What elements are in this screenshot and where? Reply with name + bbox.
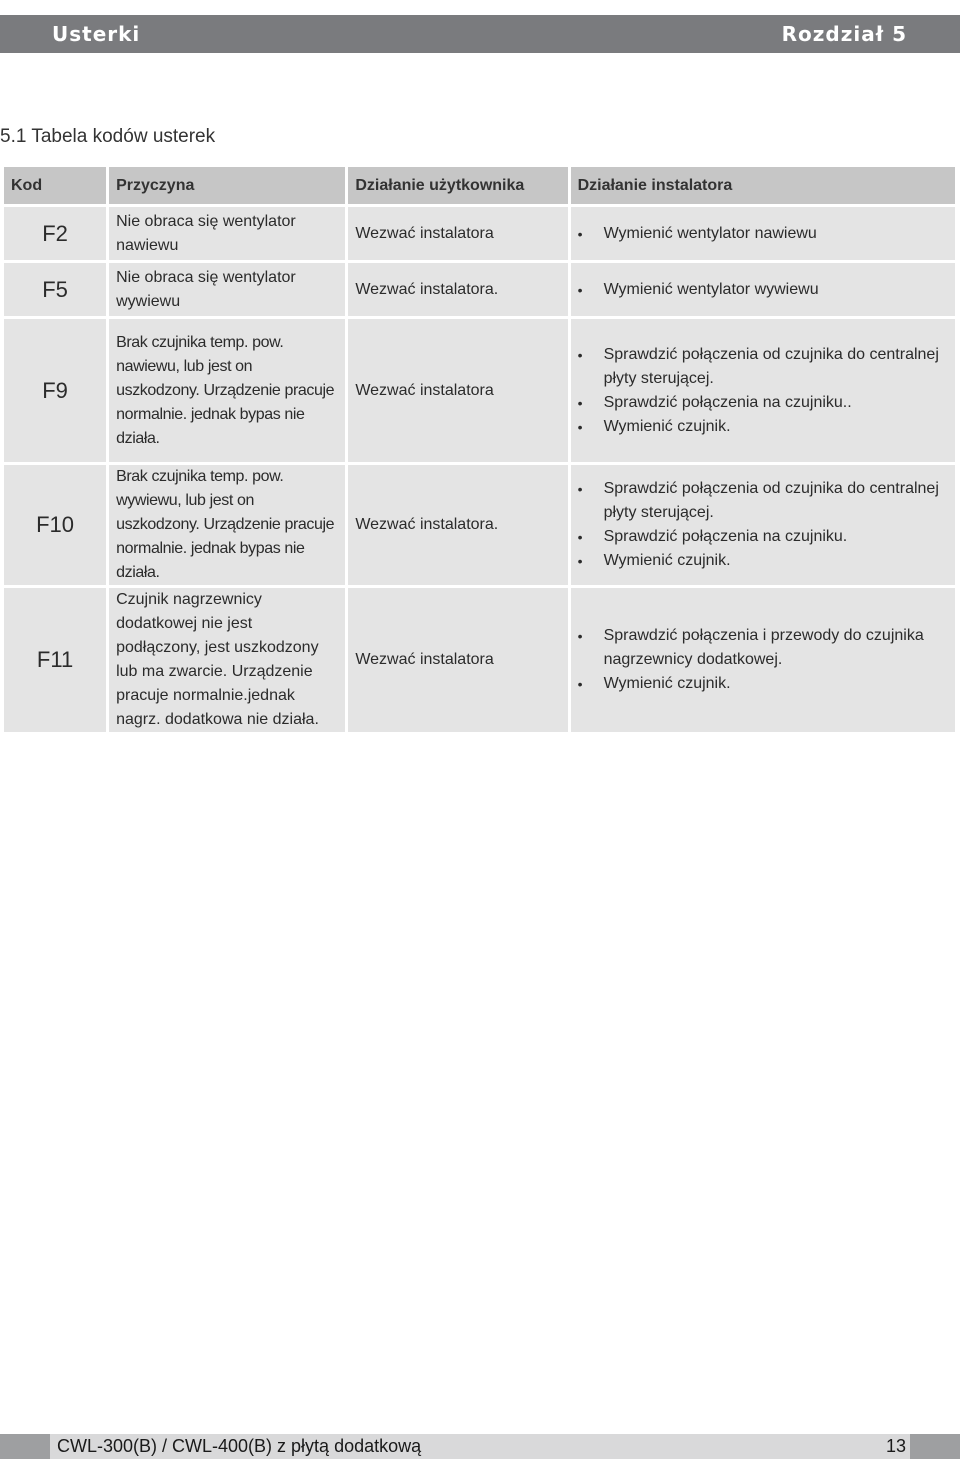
installer-action-item: • Wymienić czujnik. bbox=[578, 549, 948, 573]
table-header-row bbox=[4, 167, 955, 204]
fault-cause: Brak czujnika temp. pow. wywiewu, lub jest on uszkodzony. Urządzenie pracuje normalnie. jednak bypas nie działa. bbox=[109, 465, 345, 585]
fault-code-table bbox=[1, 164, 958, 735]
fault-cause: Brak czujnika temp. pow. nawiewu, lub jest on uszkodzony. Urządzenie pracuje normalnie. jednak bypas nie działa. bbox=[109, 319, 345, 462]
user-action: Wezwać instalatora bbox=[348, 319, 567, 462]
fault-cause: Nie obraca się wentylator wywiewu bbox=[109, 263, 345, 316]
fault-cause: Czujnik nagrzewnicy dodatkowej nie jest podłączony, jest uszkodzony lub ma zwarcie. Urządzenie pracuje normalnie.jednak nagrz. dodatkowa nie działa. bbox=[109, 588, 345, 732]
installer-actions bbox=[571, 465, 955, 585]
installer-action-item: • Wymienić czujnik. bbox=[578, 415, 948, 439]
fault-code: F10 bbox=[4, 465, 106, 585]
header-title: Usterki bbox=[52, 22, 141, 46]
column-header-installer-action: Działanie instalatora bbox=[571, 167, 955, 204]
installer-action-item: • Sprawdzić połączenia na czujniku. bbox=[578, 525, 948, 549]
fault-code: F9 bbox=[4, 319, 106, 462]
user-action: Wezwać instalatora. bbox=[348, 263, 567, 316]
table-row bbox=[4, 465, 955, 585]
installer-action-item: • Sprawdzić połączenia i przewody do czujnika nagrzewnicy dodatkowej. bbox=[578, 624, 948, 672]
installer-action-item: • Sprawdzić połączenia na czujniku.. bbox=[578, 391, 948, 415]
user-action: Wezwać instalatora bbox=[348, 207, 567, 260]
column-header-user-action: Działanie użytkownika bbox=[348, 167, 567, 204]
footer-title: CWL-300(B) / CWL-400(B) z płytą dodatkową bbox=[57, 1436, 422, 1456]
header-bar bbox=[0, 15, 960, 53]
user-action: Wezwać instalatora. bbox=[348, 465, 567, 585]
fault-code: F2 bbox=[4, 207, 106, 260]
fault-code: F11 bbox=[4, 588, 106, 732]
installer-actions bbox=[571, 319, 955, 462]
table-row bbox=[4, 319, 955, 462]
installer-action-item: • Sprawdzić połączenia od czujnika do centralnej płyty sterującej. bbox=[578, 343, 948, 391]
table-row bbox=[4, 263, 955, 316]
page-number: 13 bbox=[886, 1436, 907, 1456]
fault-cause: Nie obraca się wentylator nawiewu bbox=[109, 207, 345, 260]
section-title: 5.1 Tabela kodów usterek bbox=[0, 126, 216, 147]
installer-action-item: • Sprawdzić połączenia od czujnika do centralnej płyty sterującej. bbox=[578, 477, 948, 525]
installer-actions bbox=[571, 588, 955, 732]
table-row bbox=[4, 588, 955, 732]
footer-bar bbox=[0, 1434, 960, 1459]
chapter-label: Rozdział 5 bbox=[781, 22, 907, 46]
column-header-code: Kod bbox=[4, 167, 106, 204]
column-header-cause: Przyczyna bbox=[109, 167, 345, 204]
installer-action-item: • Wymienić wentylator nawiewu bbox=[578, 222, 948, 246]
fault-code: F5 bbox=[4, 263, 106, 316]
installer-actions bbox=[571, 207, 955, 260]
installer-action-item: • Wymienić wentylator wywiewu bbox=[578, 278, 948, 302]
installer-action-item: • Wymienić czujnik. bbox=[578, 672, 948, 696]
installer-actions bbox=[571, 263, 955, 316]
user-action: Wezwać instalatora bbox=[348, 588, 567, 732]
table-row bbox=[4, 207, 955, 260]
